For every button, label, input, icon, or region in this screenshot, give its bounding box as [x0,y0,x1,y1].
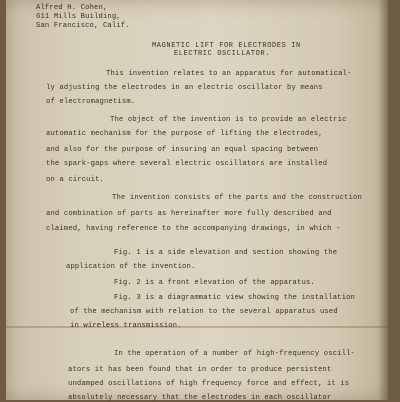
page-edge-shadow [378,0,388,400]
body-line: claimed, having reference to the accompanying drawings, in which - [46,225,341,233]
body-line: ly adjusting the electrodes in an electric oscillator by means [46,84,323,92]
body-line: The invention consists of the parts and the construction [112,194,362,202]
document-title-line-2: ELECTRIC OSCILLATOR. [174,50,271,58]
figure-description-line: Fig. 2 is a front elevation of the apparatus. [114,279,315,287]
body-line: undamped oscillations of high frequency force and effect, it is [68,380,350,388]
body-line: In the operation of a number of high-frequency oscill- [114,350,356,358]
figure-description-line: Fig. 1 is a side elevation and section showing the [114,249,338,257]
body-line: and also for the purpose of insuring an equal spacing between [46,146,319,154]
address-line-city: San Francisco, Calif. [36,22,130,30]
figure-description-line: Fig. 3 is a diagrammatic view showing the installation [114,294,356,302]
body-line: automatic mechanism for the purpose of lifting the electrodes, [46,130,323,138]
body-line: absolutely necessary that the electrodes in each oscillator [68,394,332,402]
figure-description-line: in wireless transmission. [70,322,182,330]
body-line: and combination of parts as hereinafter more fully described and [46,210,332,218]
document-title-line-1: MAGNETIC LIFT FOR ELECTRODES IN [152,42,301,50]
paper-fold-line [6,326,388,328]
figure-description-line: application of the invention. [66,263,196,271]
body-line: ators it has been found that in order to produce persistent [68,366,332,374]
body-line: the spark-gaps where several electric oscillators are installed [46,160,328,168]
address-line-name: Alfred H. Cohen, [36,4,108,12]
body-line: The object of the invention is to provide an electric [110,116,347,124]
body-line: of electromagnetism. [46,98,136,106]
typed-document-page [6,0,388,400]
body-line: This invention relates to an apparatus for automatical- [106,70,352,78]
figure-description-line: of the mechanism with relation to the several apparatus used [70,308,338,316]
address-line-building: 611 Mills Building, [36,13,121,21]
body-line: on a circuit. [46,176,105,184]
